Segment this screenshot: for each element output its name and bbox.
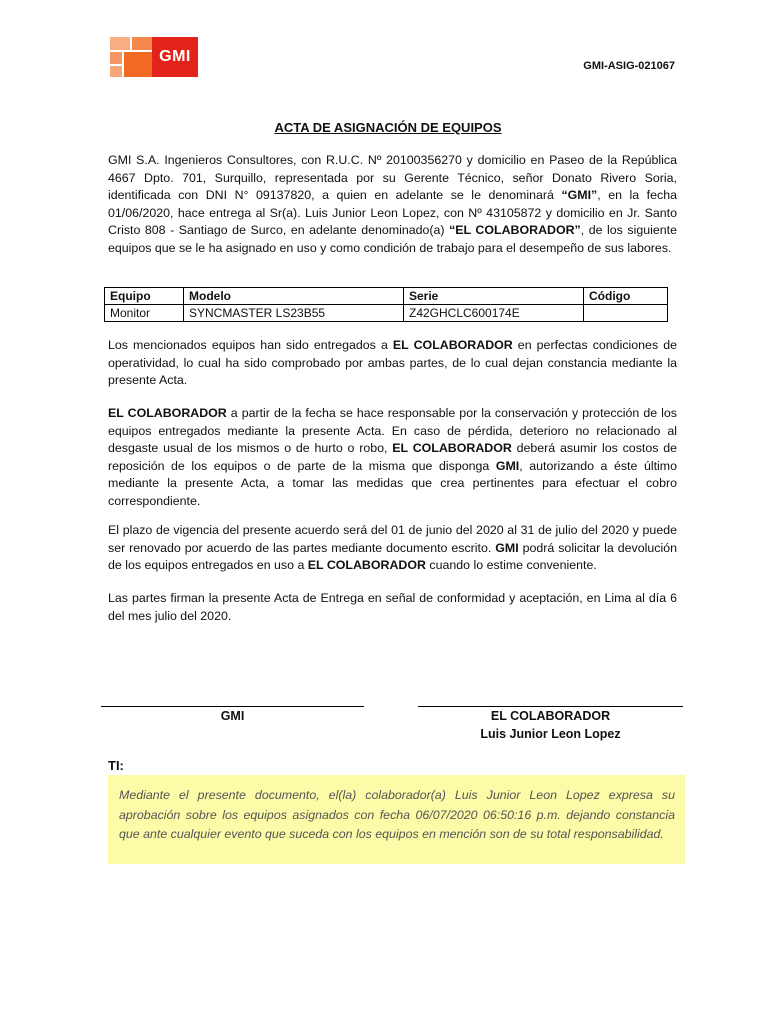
table-cell: Z42GHCLC600174E [404,305,584,322]
validity-paragraph: El plazo de vigencia del presente acuerdo será del 01 de junio del 2020 al 31 de julio del 2020 y puede ser renovado por acuerdo de las partes mediante documento escrito. GMI podrá solicitar la devolución de los equipos entregados en uso a EL COLABORADOR cuando lo estime conveniente. [108,523,677,572]
equipment-table [104,287,668,322]
delivery-paragraph: Los mencionados equipos han sido entregados a EL COLABORADOR en perfectas condiciones de operatividad, lo cual ha sido comprobado por ambas partes, de lo cual dejan constancia mediante la presente Acta. [108,338,678,387]
logo-cubes-icon [110,37,152,77]
column-header: Código [584,288,668,305]
gmi-signature-label: GMI [220,709,245,723]
colaborador-signature-label: EL COLABORADOR [490,709,611,723]
closing-paragraph: Las partes firman la presente Acta de Entrega en señal de conformidad y aceptación, en Lima al día 6 del mes julio del 2020. [108,591,677,623]
logo-text: GMI [152,37,198,77]
responsibility-paragraph: EL COLABORADOR a partir de la fecha se hace responsable por la conservación y protección de los equipos entregados mediante la presente Acta. En caso de pérdida, deterioro no relacionado al desgaste usual de los mismos o de hurto o robo, EL COLABORADOR deberá asumir los costos de reposición de los equipos o de parte de la misma que disponga GMI, autorizando a éste último mediante la presente Acta, a tomar las medidas que crea pertinentes para efectuar el cobro correspondiente. [108,406,678,508]
ti-label: TI: [108,758,124,773]
intro-paragraph: GMI S.A. Ingenieros Consultores, con R.U.C. Nº 20100356270 y domicilio en Paseo de la República 4667 Dpto. 701, Surquillo, representada por su Gerente Técnico, señor Donato Rivero Soria, identificada con DNI N° 09137820, a quien en adelante se le denominará “GMI”, en la fecha 01/06/2020, hace entrega al Sr(a). Luis Junior Leon Lopez, con Nº 43105872 y domicilio en Jr. Santo Cristo 808 - Santiago de Surco, en adelante denominado(a) “EL COLABORADOR”, de los siguiente equipos que se le ha asignado en uso y como condición de trabajo para el desempeño de sus labores. [108,153,677,255]
document-number: GMI-ASIG-021067 [583,60,675,72]
colaborador-name: Luis Junior Leon Lopez [480,727,621,741]
table-row [105,305,668,322]
colaborador-signature-line [418,706,683,707]
column-header: Equipo [105,288,184,305]
ti-approval-note: Mediante el presente documento, el(la) colaborador(a) Luis Junior Leon Lopez expresa su aprobación sobre los equipos asignados con fecha 06/07/2020 06:50:16 p.m. dejando constancia que ante cualquier evento que suceda con los equipos en mención son de su total responsabilidad. [108,775,685,864]
table-cell: Monitor [105,305,184,322]
document-title: ACTA DE ASIGNACIÓN DE EQUIPOS [274,120,502,135]
table-header-row [105,288,668,305]
table-cell: SYNCMASTER LS23B55 [184,305,404,322]
column-header: Modelo [184,288,404,305]
column-header: Serie [404,288,584,305]
gmi-signature-line [101,706,364,707]
gmi-logo [110,37,198,77]
table-cell [584,305,668,322]
